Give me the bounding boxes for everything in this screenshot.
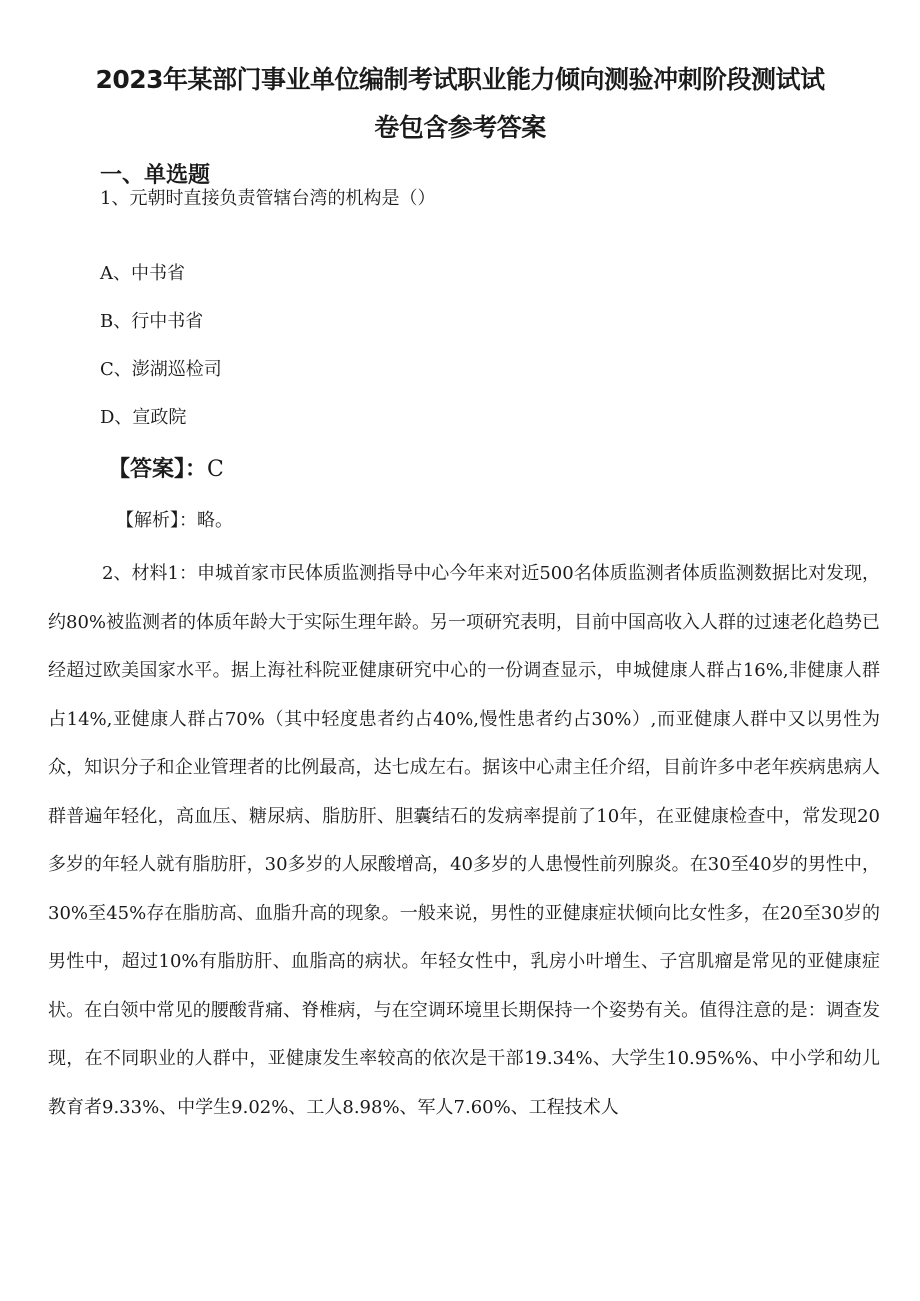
question-1-answer: [108, 452, 224, 483]
answer-label: 【答案】：: [108, 457, 208, 482]
question-1-option-c: C、澎湖巡检司: [100, 359, 222, 380]
question-1-analysis: 【解析】：略。: [116, 510, 233, 531]
answer-value: C: [207, 457, 224, 482]
question-1-option-b: B、行中书省: [100, 311, 204, 332]
question-1-option-a: A、中书省: [100, 263, 185, 284]
question-1-stem: 1、元朝时直接负责管辖台湾的机构是（）: [100, 188, 436, 209]
question-2-material: 2、材料1：申城首家市民体质监测指导中心今年来对近500名体质监测者体质监测数据比对发现，约80%被监测者的体质年龄大于实际生理年龄。另一项研究表明，目前中国高收入人群的过速老化趋势已经超过欧美国家水平。据上海社科院亚健康研究中心的一份调查显示，申城健康人群占16%,非健康人群占14%,亚健康人群占70%（其中轻度患者约占40%,慢性患者约占30%）,而亚健康人群中又以男性为众，知识分子和企业管理者的比例最高，达七成左右。据该中心肃主任介绍，目前许多中老年疾病患病人群普遍年轻化，高血压、糖尿病、脂肪肝、胆囊结石的发病率提前了10年，在亚健康检查中，常发现20多岁的年轻人就有脂肪肝，30多岁的人尿酸增高，40多岁的人患慢性前列腺炎。在30至40岁的男性中，30%至45%存在脂肪高、血脂升高的现象。一般来说，男性的亚健康症状倾向比女性多，在20至30岁的男性中，超过10%有脂肪肝、血脂高的病状。年轻女性中，乳房小叶增生、子宫肌瘤是常见的亚健康症状。在白领中常见的腰酸背痛、脊椎病，与在空调环境里长期保持一个姿势有关。值得注意的是：调查发现，在不同职业的人群中，亚健康发生率较高的依次是干部19.34%、大学生10.95%%、中小学和幼儿教育者9.33%、中学生9.02%、工人8.98%、军人7.60%、工程技术人: [48, 563, 881, 1118]
section-heading: 一、单选题: [100, 163, 211, 188]
question-1-option-d: D、宣政院: [100, 407, 187, 428]
document-title-line2: 卷包含参考答案: [374, 113, 546, 142]
document-title-line1: 2023年某部门事业单位编制考试职业能力倾向测验冲刺阶段测试试: [95, 65, 825, 94]
